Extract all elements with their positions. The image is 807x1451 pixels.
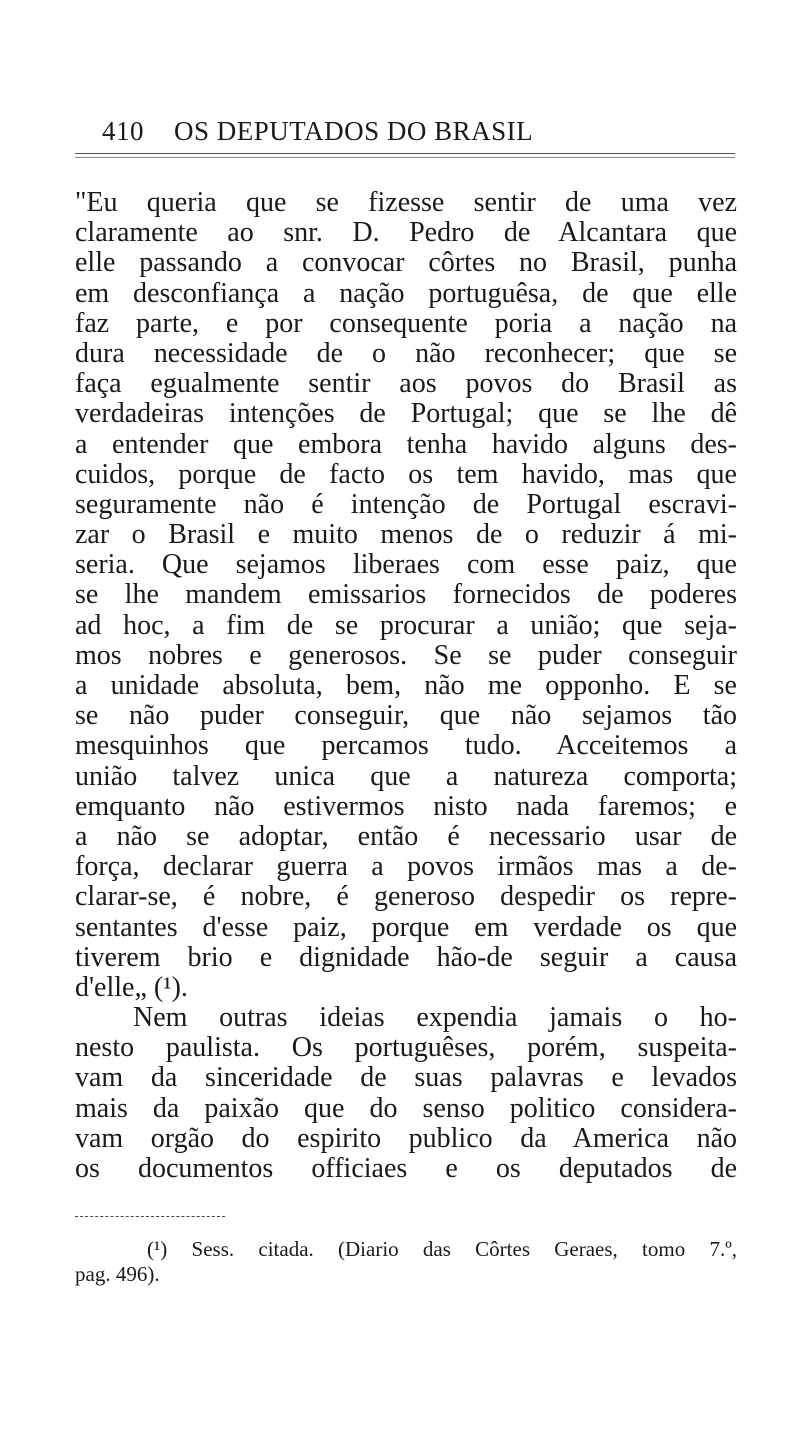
text-line: se não puder conseguir, que não sejamos tão — [75, 700, 737, 732]
text-line: verdadeiras intenções de Portugal; que se lhe dê — [75, 398, 737, 430]
text-line: clarar-se, é nobre, é generoso despedir os repre- — [75, 881, 737, 913]
text-line: emquanto não estivermos nisto nada faremos; e — [75, 790, 737, 822]
page-number: 410 — [102, 116, 144, 146]
text-line: claramente ao snr. D. Pedro de Alcantara que — [75, 217, 737, 249]
text-line: mos nobres e generosos. Se se puder conseguir — [75, 639, 737, 671]
header-rule — [75, 153, 735, 158]
text-line: dura necessidade de o não reconhecer; que se — [75, 337, 737, 369]
text-line: seguramente não é intenção de Portugal escravi- — [75, 488, 737, 520]
text-line: d'elle„ (¹). — [75, 971, 188, 1003]
text-line: a entender que embora tenha havido alguns des- — [75, 428, 737, 460]
text-line: tiverem brio e dignidade hão-de seguir a causa — [75, 941, 737, 973]
text-line: os documentos officiaes e os deputados de — [75, 1153, 737, 1184]
footnote-rule — [75, 1216, 225, 1217]
text-line: faz parte, e por consequente poria a nação na — [75, 307, 737, 339]
running-title: OS DEPUTADOS DO BRASIL — [174, 116, 534, 146]
text-line: zar o Brasil e muito menos de o reduzir á mi- — [75, 519, 737, 551]
text-line: em desconfiança a nação portuguêsa, de que elle — [75, 277, 737, 309]
text-line: sentantes d'esse paiz, porque em verdade os que — [75, 911, 737, 943]
text-line: força, declarar guerra a povos irmãos mas a de- — [75, 851, 737, 883]
footnote-line: pag. 496). — [75, 1262, 160, 1286]
text-line: faça egualmente sentir aos povos do Brasil as — [75, 368, 737, 400]
text-line: "Eu queria que se fizesse sentir de uma vez — [75, 187, 737, 218]
text-line: nesto paulista. Os portuguêses, porém, suspeita- — [75, 1032, 737, 1064]
text-line: elle passando a convocar côrtes no Brasil, punha — [75, 247, 737, 279]
footnote-line: (¹) Sess. citada. (Diario das Côrtes Geraes, tomo 7.º, — [147, 1237, 737, 1261]
text-line: ad hoc, a fim de se procurar a união; que seja- — [75, 609, 737, 641]
body-text — [75, 188, 737, 1184]
text-line: seria. Que sejamos liberaes com esse paiz, que — [75, 549, 737, 581]
text-line: união talvez unica que a natureza comporta; — [75, 760, 737, 792]
page-header — [102, 116, 622, 147]
text-line: se lhe mandem emissarios fornecidos de poderes — [75, 579, 737, 611]
text-line: a unidade absoluta, bem, não me opponho. E se — [75, 670, 737, 701]
text-line: mesquinhos que percamos tudo. Acceitemos a — [75, 730, 737, 762]
text-line: vam da sinceridade de suas palavras e levados — [75, 1062, 737, 1094]
text-line: vam orgão do espirito publico da America não — [75, 1122, 737, 1154]
text-line: mais da paixão que do senso politico considera- — [75, 1092, 737, 1124]
text-line: a não se adoptar, então é necessario usar de — [75, 820, 737, 852]
footnotes — [75, 1237, 737, 1287]
text-line: cuidos, porque de facto os tem havido, mas que — [75, 458, 737, 490]
text-line: Nem outras ideias expendia jamais o ho- — [133, 1002, 737, 1034]
